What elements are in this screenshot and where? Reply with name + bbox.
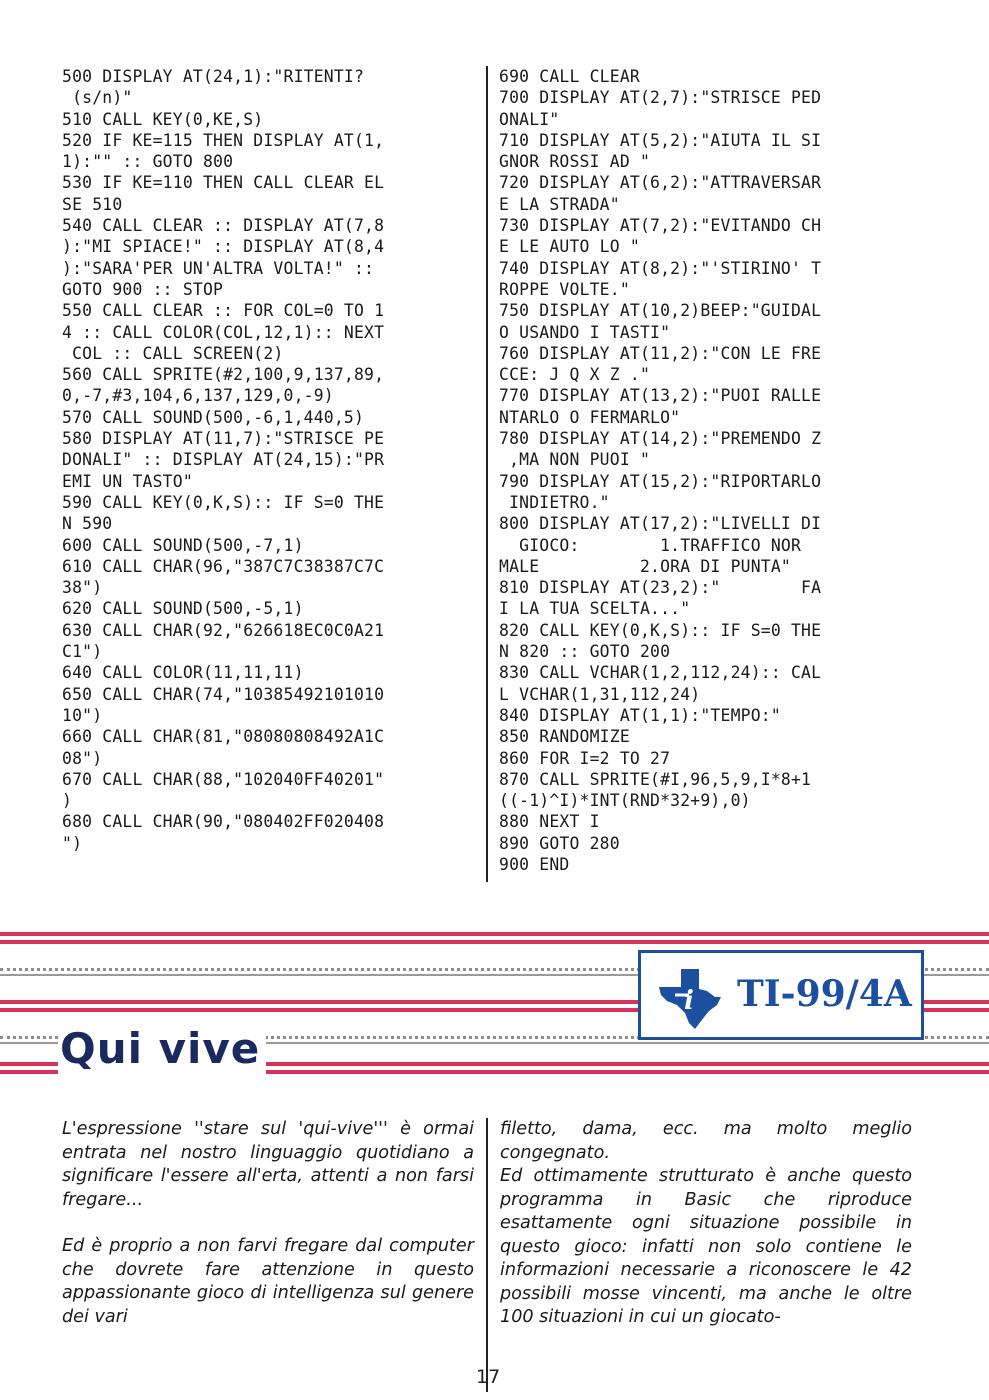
code-listing-right [499,66,821,875]
code-line: 680 CALL CHAR(90,"080402FF020408 [62,812,385,832]
code-line: (s/n)" [62,88,133,108]
code-line: 740 DISPLAY AT(8,2):"'STIRINO' T [499,258,822,278]
code-line: ):"SARA'PER UN'ALTRA VOLTA!" :: [62,258,375,278]
code-line: 870 CALL SPRITE(#I,96,5,9,I*8+1 [499,769,812,789]
code-line: 570 CALL SOUND(500,-6,1,440,5) [62,407,365,427]
code-line: 900 END [499,854,570,874]
code-line: ,MA NON PUOI " [499,450,651,470]
code-line: 760 DISPLAY AT(11,2):"CON LE FRE [499,343,822,363]
code-line: 38") [62,578,103,598]
code-listing-left [62,66,384,854]
code-line: 520 IF KE=115 THEN DISPLAY AT(1, [62,130,385,150]
code-line: ):"MI SPIACE!" :: DISPLAY AT(8,4 [62,237,385,257]
code-line: 770 DISPLAY AT(13,2):"PUOI RALLE [499,386,822,406]
code-line: 780 DISPLAY AT(14,2):"PREMENDO Z [499,429,822,449]
code-line: 500 DISPLAY AT(24,1):"RITENTI? [62,67,365,86]
code-line: ") [62,833,83,853]
code-line: 660 CALL CHAR(81,"08080808492A1C [62,727,385,747]
article-column-left [62,1118,474,1329]
code-line: 730 DISPLAY AT(7,2):"EVITANDO CH [499,216,822,236]
paragraph: Ed è proprio a non farvi fregare dal computer che dovrete fare attenzione in questo appassionante gioco di intelligenza sul genere dei vari [62,1236,474,1327]
code-line: INDIETRO." [499,492,610,512]
code-line: MALE 2.ORA DI PUNTA" [499,556,791,576]
code-line: 860 FOR I=2 TO 27 [499,748,671,768]
code-line: 510 CALL KEY(0,KE,S) [62,109,264,129]
code-line: CCE: J Q X Z ." [499,365,651,385]
article-title: Qui vive [58,1024,266,1074]
code-line: O USANDO I TASTI" [499,322,671,342]
code-line: EMI UN TASTO" [62,471,193,491]
code-line: ((-1)^I)*INT(RND*32+9),0) [499,791,751,811]
page-number: 17 [476,1366,501,1388]
code-line: 530 IF KE=110 THEN CALL CLEAR EL [62,173,385,193]
code-line: 710 DISPLAY AT(5,2):"AIUTA IL SI [499,130,822,150]
code-line: N 590 [62,514,113,534]
code-line: 590 CALL KEY(0,K,S):: IF S=0 THE [62,492,385,512]
code-line: 0,-7,#3,104,6,137,129,0,-9) [62,386,334,406]
code-line: I LA TUA SCELTA..." [499,599,691,619]
code-line: 10") [62,705,103,725]
code-line: 810 DISPLAY AT(23,2):" FA [499,578,822,598]
code-line: 630 CALL CHAR(92,"626618EC0C0A21 [62,620,385,640]
code-line: 610 CALL CHAR(96,"387C7C38387C7C [62,556,385,576]
code-line: 720 DISPLAY AT(6,2):"ATTRAVERSAR [499,173,822,193]
code-line: 600 CALL SOUND(500,-7,1) [62,535,304,555]
code-line: COL :: CALL SCREEN(2) [62,343,284,363]
code-line: 1):"" :: GOTO 800 [62,152,234,172]
code-line: GOTO 900 :: STOP [62,279,224,299]
code-line: 640 CALL COLOR(11,11,11) [62,663,304,683]
code-line: N 820 :: GOTO 200 [499,642,671,662]
paragraph: filetto, dama, ecc. ma molto meglio congegnato. [500,1119,912,1163]
ti-logo-box [638,950,924,1040]
code-line: 650 CALL CHAR(74,"10385492101010 [62,684,385,704]
code-line: 670 CALL CHAR(88,"102040FF40201" [62,769,385,789]
code-line: SE 510 [62,194,123,214]
code-line: 550 CALL CLEAR :: FOR COL=0 TO 1 [62,301,385,321]
column-divider-bottom [486,1118,488,1392]
paragraph: L'espressione ''stare sul 'qui-vive''' è ormai entrata nel nostro linguaggio quotidiano a significare l'essere all'erta, attenti a non farsi fregare... [62,1119,474,1210]
code-line: C1") [62,642,103,662]
paragraph: Ed ottimamente strutturato è anche questo programma in Basic che riproduce esattamente ogni situazione possibile in questo gioco: infatti non solo contiene le informazioni necessarie a riconoscere le 42 possibili mosse vincenti, ma anche le oltre 100 situazioni in cui un giocato- [500,1166,912,1327]
article-column-right [500,1118,912,1330]
code-line: 620 CALL SOUND(500,-5,1) [62,599,304,619]
code-line: ONALI" [499,109,560,129]
code-line: ) [62,791,73,811]
code-line: 880 NEXT I [499,812,600,832]
code-line: E LE AUTO LO " [499,237,640,257]
code-line: 690 CALL CLEAR [499,67,640,86]
logo-text: TI-99/4A [737,973,912,1015]
code-line: 800 DISPLAY AT(17,2):"LIVELLI DI [499,514,822,534]
code-line: 750 DISPLAY AT(10,2)BEEP:"GUIDAL [499,301,822,321]
code-line: 580 DISPLAY AT(11,7):"STRISCE PE [62,429,385,449]
code-line: 790 DISPLAY AT(15,2):"RIPORTARLO [499,471,822,491]
code-line: E LA STRADA" [499,194,620,214]
code-line: 540 CALL CLEAR :: DISPLAY AT(7,8 [62,216,385,236]
code-line: 08") [62,748,103,768]
code-line: 820 CALL KEY(0,K,S):: IF S=0 THE [499,620,822,640]
column-divider-top [486,66,488,882]
code-line: NTARLO O FERMARLO" [499,407,681,427]
code-line: 890 GOTO 280 [499,833,620,853]
code-line: 830 CALL VCHAR(1,2,112,24):: CAL [499,663,822,683]
code-line: L VCHAR(1,31,112,24) [499,684,701,704]
code-line: 850 RANDOMIZE [499,727,630,747]
code-line: 840 DISPLAY AT(1,1):"TEMPO:" [499,705,781,725]
svg-text:i: i [684,986,694,1016]
code-line: GNOR ROSSI AD " [499,152,651,172]
texas-instruments-logo-icon [655,965,725,1031]
code-line: 700 DISPLAY AT(2,7):"STRISCE PED [499,88,822,108]
code-line: 560 CALL SPRITE(#2,100,9,137,89, [62,365,385,385]
code-line: GIOCO: 1.TRAFFICO NOR [499,535,802,555]
code-line: ROPPE VOLTE." [499,279,630,299]
code-line: DONALI" :: DISPLAY AT(24,15):"PR [62,450,385,470]
code-line: 4 :: CALL COLOR(COL,12,1):: NEXT [62,322,385,342]
